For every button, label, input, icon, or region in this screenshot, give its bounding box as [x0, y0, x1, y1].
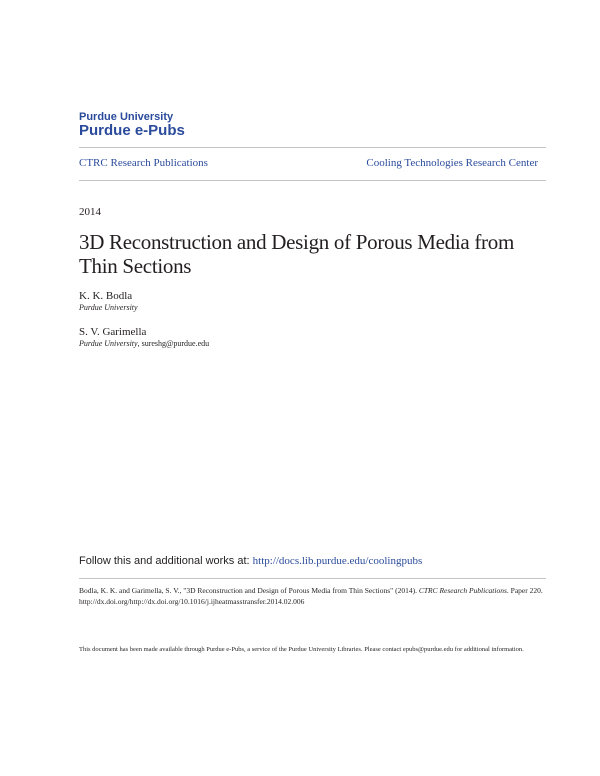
citation-text: Bodla, K. K. and Garimella, S. V., "3D Reconstruction and Design of Porous Media from Thin Sections" (2014). [79, 586, 419, 595]
publication-year: 2014 [79, 206, 101, 218]
author-affiliation: Purdue University, sureshg@purdue.edu [79, 339, 210, 348]
follow-line [79, 555, 422, 568]
recommended-citation [79, 585, 544, 607]
author-block [79, 326, 209, 349]
follow-text: Follow this and additional works at: [79, 555, 253, 567]
collection-link[interactable]: http://docs.lib.purdue.edu/coolingpubs [252, 555, 423, 567]
author-affiliation: Purdue University [79, 303, 138, 312]
nav-divider [79, 180, 546, 181]
header-divider [79, 147, 546, 148]
center-link[interactable]: Cooling Technologies Research Center [366, 157, 538, 169]
university-name: Purdue University [79, 111, 174, 123]
citation-paper: . Paper 220. [506, 586, 543, 595]
paper-title: 3D Reconstruction and Design of Porous Media from Thin Sections [79, 230, 514, 278]
citation-divider [79, 578, 546, 579]
citation-series: CTRC Research Publications [418, 586, 507, 595]
author-name: K. K. Bodla [79, 290, 133, 302]
availability-notice: This document has been made available through Purdue e-Pubs, a service of the Purdue University Libraries. Please contact epubs@purdue.edu for additional information. [79, 646, 524, 653]
author-name: S. V. Garimella [79, 326, 147, 338]
repository-name: Purdue e-Pubs [79, 122, 185, 139]
author-email[interactable]: , sureshg@purdue.edu [137, 339, 210, 348]
series-link[interactable]: CTRC Research Publications [79, 157, 208, 169]
author-block [79, 290, 138, 313]
citation-doi[interactable]: http://dx.doi.org/http://dx.doi.org/10.1016/j.ijheatmasstransfer.2014.02.006 [79, 597, 305, 606]
